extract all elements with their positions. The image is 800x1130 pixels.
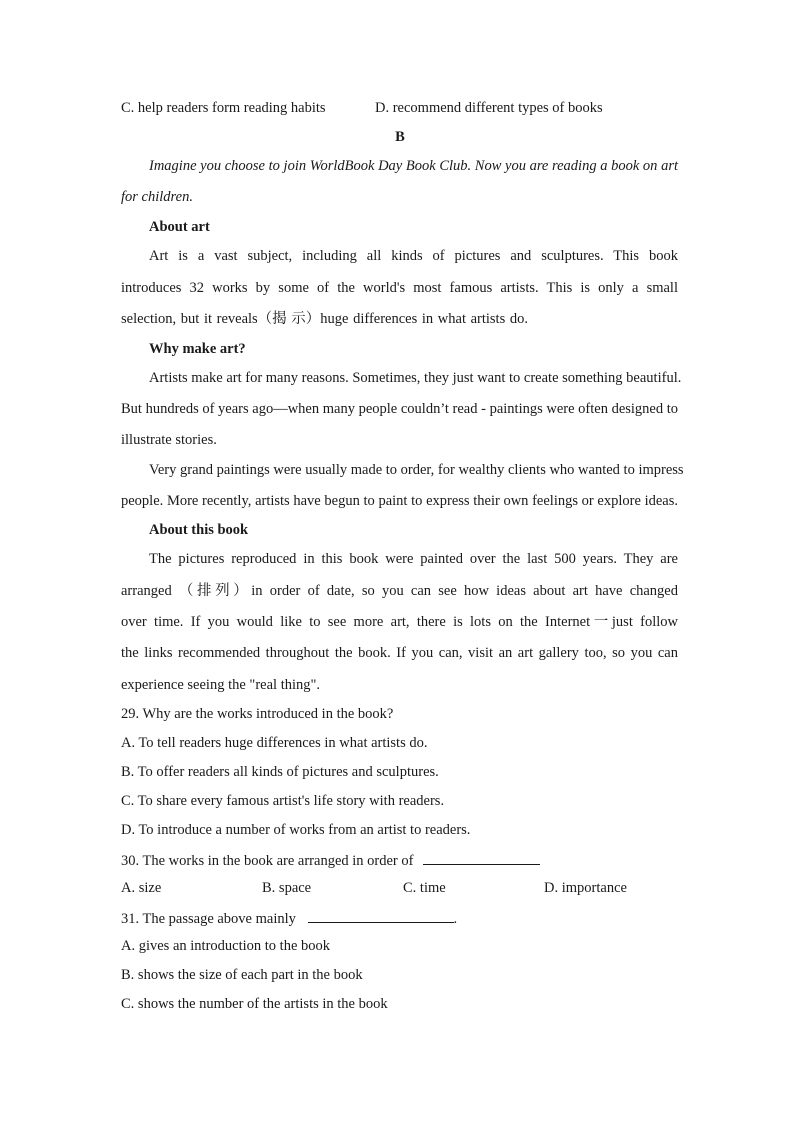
q31-option-c: C. shows the number of the artists in the book — [121, 996, 388, 1012]
about-book-heading: About this book — [149, 522, 249, 538]
why-art-line: But hundreds of years ago—when many people couldn’t read - paintings were often designed to — [121, 401, 679, 417]
why-art-line: Very grand paintings were usually made to order, for wealthy clients who wanted to impress — [149, 462, 684, 478]
q30-option-d: D. importance — [544, 880, 627, 896]
q31-answer-blank — [308, 908, 454, 923]
why-art-line: Artists make art for many reasons. Sometimes, they just want to create something beautiful. — [149, 370, 682, 386]
about-book-line: arranged （排列）in order of date, so you can see how ideas about art have changed — [121, 583, 678, 599]
about-book-line: over time. If you would like to see more art, there is lots on the Internet一just follow — [121, 614, 678, 630]
q30-option-c: C. time — [403, 880, 446, 896]
about-art-line: selection, but it reveals（揭 示）huge differences in what artists do. — [121, 311, 528, 327]
q30-stem: 30. The works in the book are arranged in order of — [121, 853, 414, 869]
q30-answer-blank — [423, 850, 540, 865]
section-label: B — [395, 129, 405, 145]
prev-option-c: C. help readers form reading habits — [121, 100, 326, 116]
q31-stem-row — [121, 908, 678, 928]
about-art-heading: About art — [149, 219, 210, 235]
about-art-line: introduces 32 works by some of the world's most famous artists. This is only a small — [121, 280, 678, 296]
intro-line-2: for children. — [121, 189, 193, 205]
q31-option-b: B. shows the size of each part in the book — [121, 967, 363, 983]
about-book-line: The pictures reproduced in this book were painted over the last 500 years. They are — [149, 551, 678, 567]
q31-stem-end: . — [453, 911, 458, 927]
q29-option-c: C. To share every famous artist's life story with readers. — [121, 793, 445, 809]
q29-option-d: D. To introduce a number of works from an artist to readers. — [121, 822, 471, 838]
q31-option-a: A. gives an introduction to the book — [121, 938, 331, 954]
q30-stem-row — [121, 850, 678, 870]
about-book-line: experience seeing the "real thing". — [121, 677, 321, 693]
why-art-line: illustrate stories. — [121, 432, 217, 448]
q30-option-b: B. space — [262, 880, 312, 896]
q30-option-a: A. size — [121, 880, 162, 896]
about-art-line: Art is a vast subject, including all kinds of pictures and sculptures. This book — [149, 248, 678, 264]
q29-option-b: B. To offer readers all kinds of pictures and sculptures. — [121, 764, 439, 780]
q29-option-a: A. To tell readers huge differences in what artists do. — [121, 735, 428, 751]
why-art-line: people. More recently, artists have begun to paint to express their own feelings or explore ideas. — [121, 493, 678, 509]
q29-stem: 29. Why are the works introduced in the book? — [121, 706, 394, 722]
why-art-heading: Why make art? — [149, 341, 246, 357]
q31-stem: 31. The passage above mainly — [121, 911, 296, 927]
prev-option-d: D. recommend different types of books — [375, 100, 603, 116]
intro-line-1: Imagine you choose to join WorldBook Day Book Club. Now you are reading a book on art — [149, 158, 678, 174]
about-book-line: the links recommended throughout the book. If you can, visit an art gallery too, so you can — [121, 645, 678, 661]
